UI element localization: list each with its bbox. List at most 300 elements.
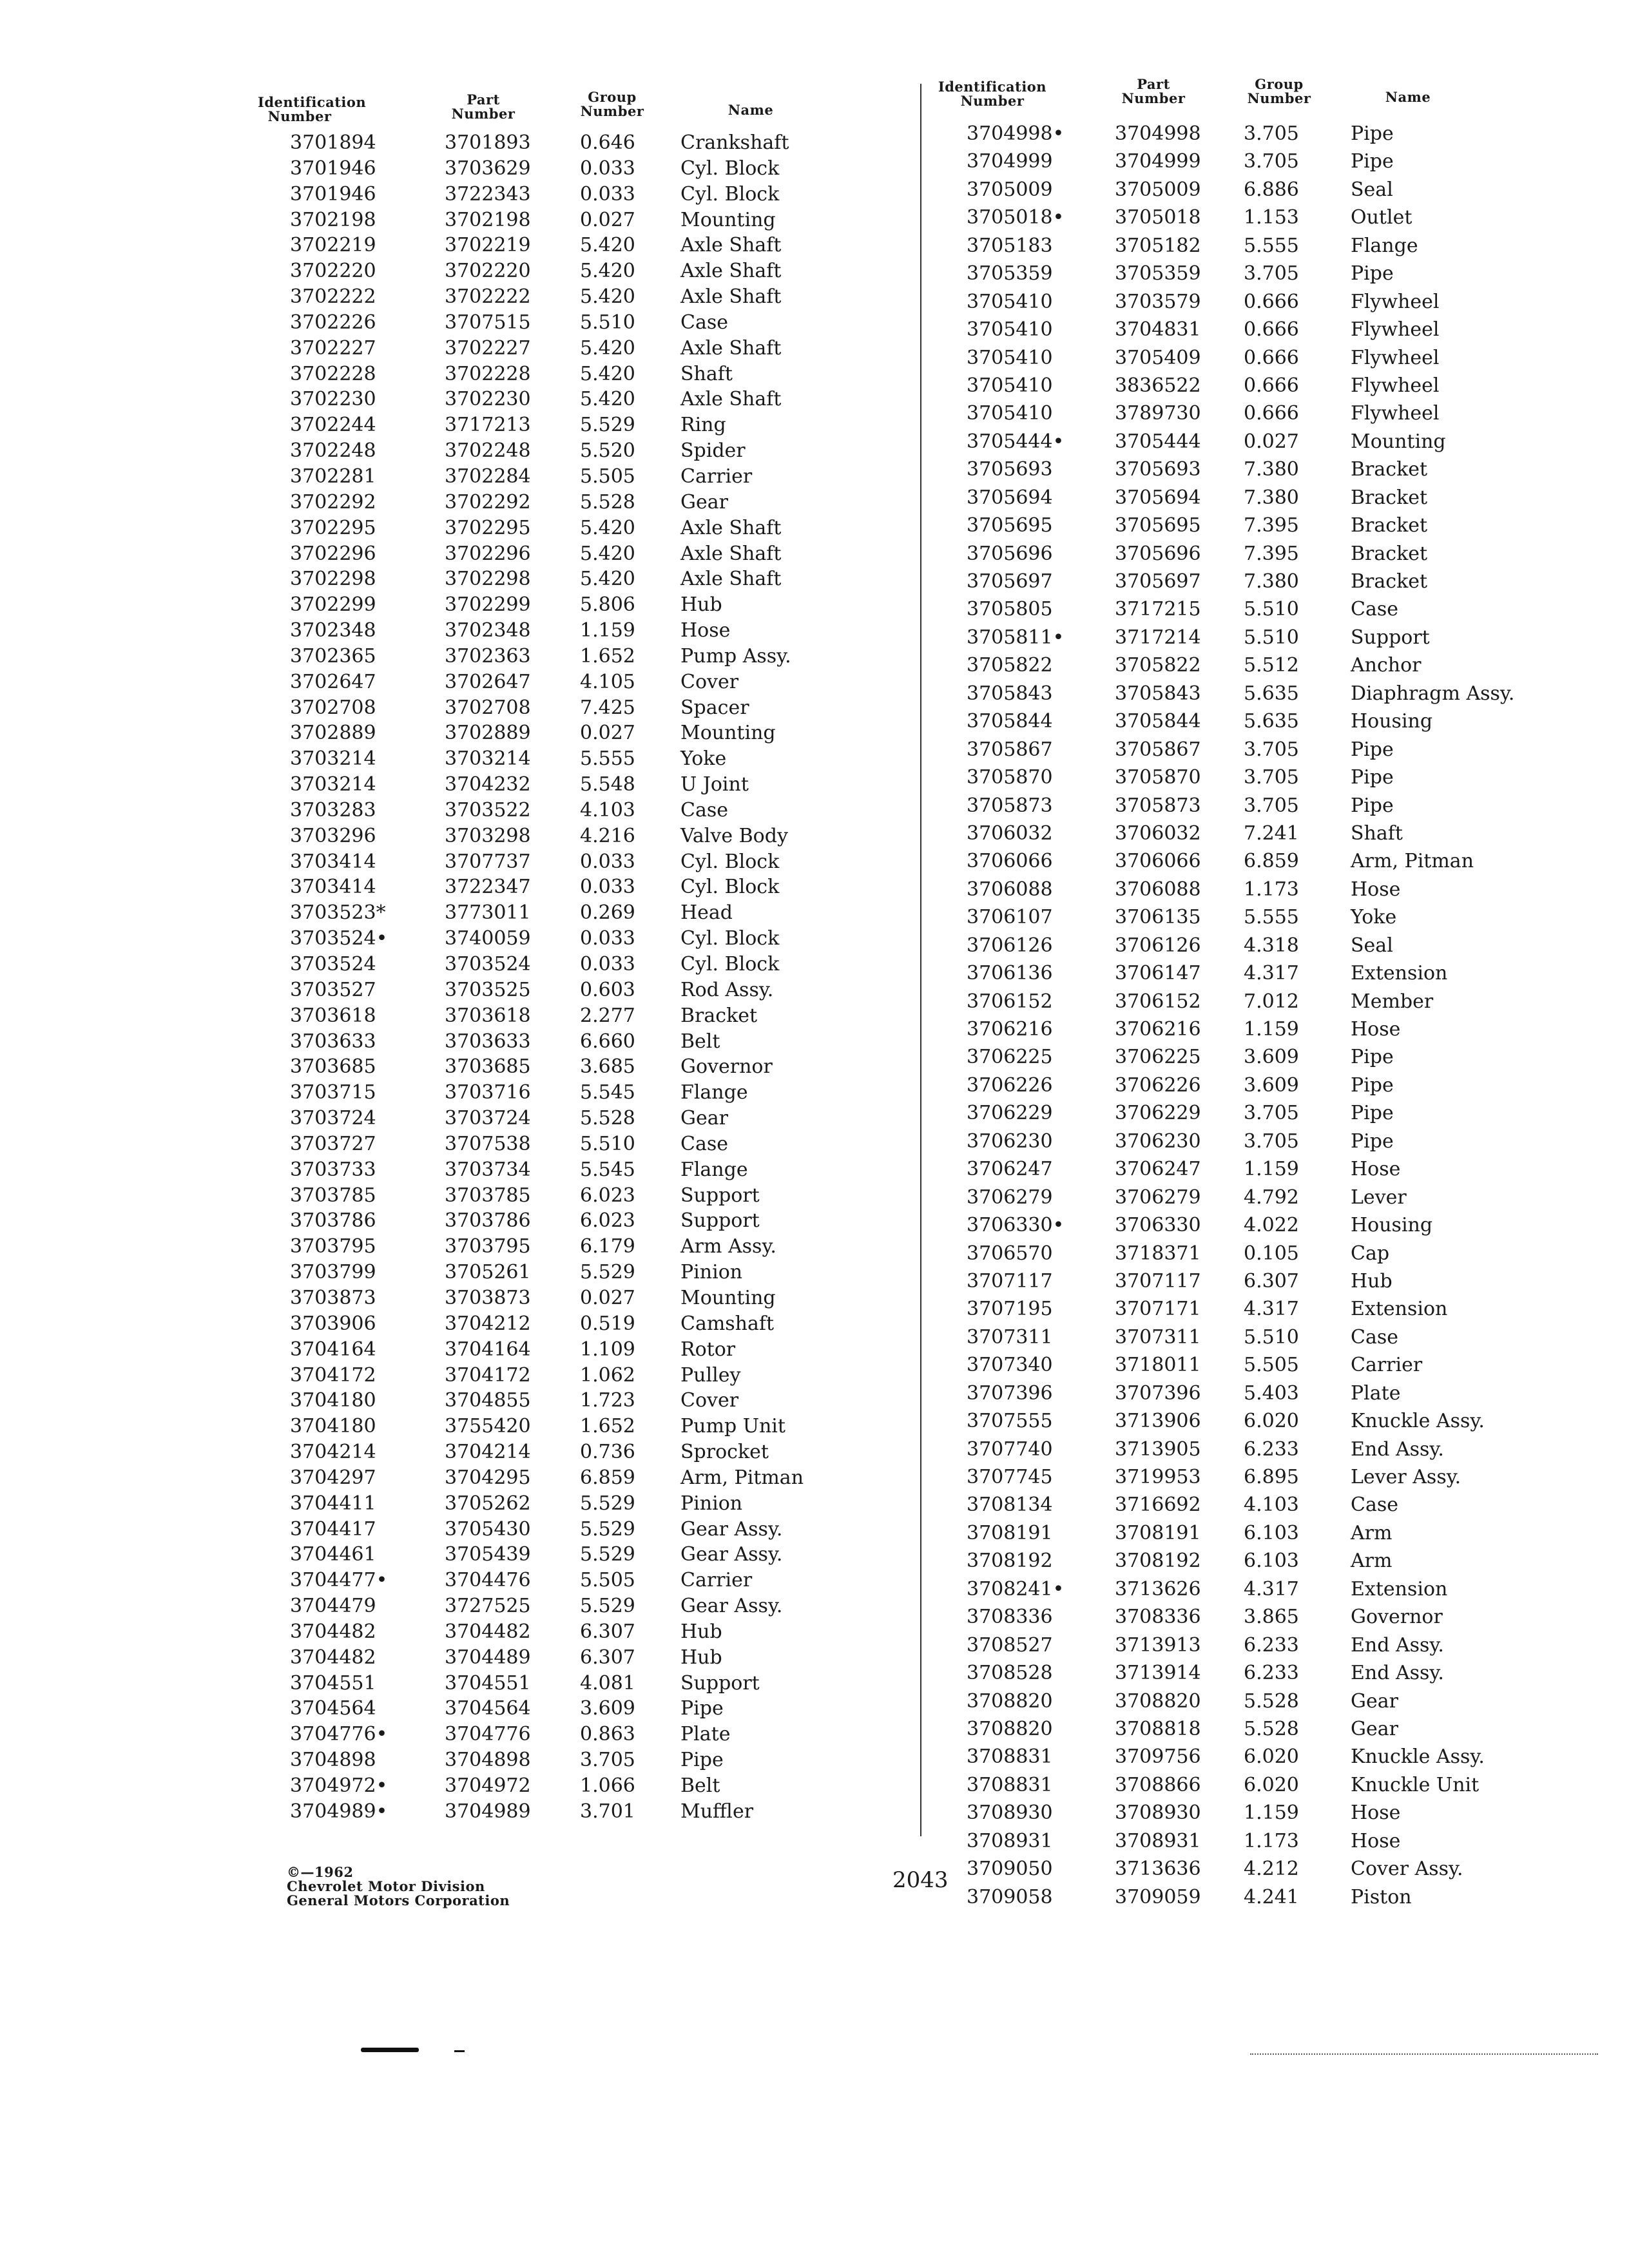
table-row <box>258 566 812 592</box>
table-row <box>258 746 812 772</box>
table-row <box>928 1800 1540 1828</box>
group-number-cell: 6.020 <box>1244 1410 1299 1433</box>
name-cell: Axle Shaft <box>680 234 782 257</box>
group-number-cell: 5.510 <box>1244 626 1299 649</box>
identification-number-cell: 3702647 <box>290 670 376 693</box>
group-number-cell: 5.529 <box>580 1595 635 1618</box>
name-cell: Axle Shaft <box>680 285 782 309</box>
table-row <box>928 1744 1540 1772</box>
group-number-cell: 1.159 <box>1244 1018 1299 1041</box>
table-row <box>258 849 812 875</box>
identification-number-cell: 3703727 <box>290 1132 376 1155</box>
division-name: Chevrolet Motor Division <box>287 1878 485 1894</box>
name-cell: Bracket <box>1351 458 1428 481</box>
table-row <box>928 989 1540 1017</box>
part-number-cell: 3706279 <box>1115 1186 1201 1209</box>
identification-number-cell: 3705873 <box>967 794 1053 817</box>
table-row <box>928 1577 1540 1604</box>
name-cell: Plate <box>680 1723 731 1746</box>
part-number-cell: 3703618 <box>445 1004 531 1027</box>
table-row <box>258 669 812 695</box>
identification-number-cell: 3702230 <box>290 388 376 411</box>
identification-number-cell: 3704898 <box>290 1749 376 1772</box>
identification-number-cell: 3703785 <box>290 1184 376 1207</box>
group-number-cell: 3.865 <box>1244 1606 1299 1629</box>
part-number-cell: 3704855 <box>445 1389 531 1412</box>
identification-number-cell: 3704482 <box>290 1646 376 1669</box>
group-number-cell: 3.705 <box>1244 738 1299 761</box>
group-number-cell: 4.103 <box>580 798 635 822</box>
table-row <box>258 1465 812 1491</box>
name-cell: Cap <box>1351 1242 1390 1265</box>
identification-number-cell: 3708930 <box>967 1802 1053 1825</box>
table-row <box>258 720 812 746</box>
table-row <box>258 1439 812 1465</box>
table-row <box>928 373 1540 401</box>
part-number-cell: 3702708 <box>445 696 531 719</box>
group-number-cell: 6.023 <box>580 1184 635 1207</box>
part-number-cell: 3706032 <box>1115 822 1201 845</box>
table-row <box>928 1325 1540 1352</box>
table-row <box>258 1491 812 1517</box>
group-number-cell: 5.420 <box>580 234 635 257</box>
identification-number-cell: 3702248 <box>290 439 376 463</box>
identification-number-cell: 3702227 <box>290 336 376 360</box>
group-number-cell: 4.318 <box>1244 934 1299 957</box>
table-row <box>928 205 1540 233</box>
identification-number-cell: 3704776• <box>290 1723 388 1746</box>
header-part-number: Part Number <box>1121 76 1186 106</box>
part-number-cell: 3707311 <box>1115 1325 1201 1349</box>
part-number-cell: 3705693 <box>1115 458 1201 481</box>
table-row <box>928 177 1540 205</box>
group-number-cell: 6.307 <box>580 1620 635 1643</box>
group-number-cell: 0.033 <box>580 850 635 873</box>
identification-number-cell: 3703873 <box>290 1286 376 1309</box>
group-number-cell: 5.555 <box>1244 234 1299 257</box>
part-number-cell: 3703795 <box>445 1235 531 1258</box>
name-cell: Sprocket <box>680 1441 769 1464</box>
name-cell: Hose <box>1351 1158 1401 1181</box>
part-number-cell: 3718371 <box>1115 1242 1201 1265</box>
group-number-cell: 5.420 <box>580 516 635 539</box>
name-cell: Pipe <box>1351 1129 1394 1153</box>
name-cell: Flange <box>680 1081 748 1104</box>
name-cell: Carrier <box>680 465 753 488</box>
table-row <box>928 1465 1540 1492</box>
identification-number-cell: 3708528 <box>967 1662 1053 1685</box>
identification-number-cell: 3705694 <box>967 486 1053 509</box>
identification-number-cell: 3705359 <box>967 262 1053 285</box>
identification-number-cell: 3702244 <box>290 414 376 437</box>
group-number-cell: 5.520 <box>580 439 635 463</box>
identification-number-cell: 3703214 <box>290 773 376 796</box>
identification-number-cell: 3704180 <box>290 1389 376 1412</box>
identification-number-cell: 3706247 <box>967 1158 1053 1181</box>
group-number-cell: 0.666 <box>1244 290 1299 313</box>
group-number-cell: 1.109 <box>580 1338 635 1361</box>
part-number-cell: 3706229 <box>1115 1102 1201 1125</box>
table-row <box>928 1213 1540 1240</box>
name-cell: Yoke <box>1351 906 1397 929</box>
table-row <box>258 258 812 284</box>
name-cell: Hub <box>680 1646 722 1669</box>
table-row <box>258 1029 812 1055</box>
part-number-cell: 3722347 <box>445 876 531 899</box>
group-number-cell: 6.179 <box>580 1235 635 1258</box>
part-number-cell: 3705696 <box>1115 542 1201 565</box>
name-cell: Diaphragm Assy. <box>1351 682 1515 705</box>
part-number-cell: 3702647 <box>445 670 531 693</box>
name-cell: Bracket <box>1351 514 1428 537</box>
table-row <box>928 1492 1540 1520</box>
name-cell: Belt <box>680 1030 720 1053</box>
group-number-cell: 3.609 <box>1244 1073 1299 1097</box>
identification-number-cell: 3706279 <box>967 1186 1053 1209</box>
identification-number-cell: 3703786 <box>290 1209 376 1233</box>
identification-number-cell: 3702198 <box>290 208 376 231</box>
name-cell: Support <box>680 1671 760 1695</box>
group-number-cell: 6.020 <box>1244 1745 1299 1769</box>
part-number-cell: 3703298 <box>445 824 531 847</box>
part-number-cell: 3704989 <box>445 1800 531 1823</box>
group-number-cell: 5.529 <box>580 414 635 437</box>
part-number-cell: 3705444 <box>1115 430 1201 453</box>
name-cell: Pipe <box>680 1697 724 1720</box>
dotted-rule <box>1250 2053 1598 2055</box>
name-cell: Extension <box>1351 1298 1448 1321</box>
identification-number-cell: 3705697 <box>967 570 1053 593</box>
part-number-cell: 3704998 <box>1115 122 1201 145</box>
part-number-cell: 3706066 <box>1115 850 1201 873</box>
group-number-cell: 7.395 <box>1244 542 1299 565</box>
group-number-cell: 1.173 <box>1244 878 1299 901</box>
table-row <box>258 798 812 823</box>
identification-number-cell: 3707745 <box>967 1466 1053 1488</box>
name-cell: Gear <box>1351 1717 1398 1740</box>
group-number-cell: 3.705 <box>1244 794 1299 817</box>
name-cell: Valve Body <box>680 824 788 847</box>
part-number-cell: 3703522 <box>445 798 531 822</box>
group-number-cell: 0.603 <box>580 978 635 1001</box>
table-row <box>928 429 1540 457</box>
part-number-cell: 3703716 <box>445 1081 531 1104</box>
identification-number-cell: 3705410 <box>967 402 1053 425</box>
part-number-cell: 3702299 <box>445 593 531 617</box>
name-cell: Hub <box>680 1620 722 1643</box>
part-number-cell: 3705262 <box>445 1492 531 1515</box>
identification-number-cell: 3704989• <box>290 1800 388 1823</box>
name-cell: Gear <box>1351 1689 1398 1713</box>
group-number-cell: 4.212 <box>1244 1858 1299 1881</box>
part-number-cell: 3705439 <box>445 1543 531 1566</box>
part-number-cell: 3719953 <box>1115 1466 1201 1488</box>
table-row <box>258 412 812 438</box>
right-table-header <box>928 71 1540 121</box>
name-cell: Pump Assy. <box>680 644 791 668</box>
name-cell: Pipe <box>680 1749 724 1772</box>
part-number-cell: 3713626 <box>1115 1577 1201 1600</box>
group-number-cell: 5.529 <box>580 1492 635 1515</box>
table-row <box>258 952 812 977</box>
identification-number-cell: 3703283 <box>290 798 376 822</box>
table-row <box>258 823 812 849</box>
name-cell: Mounting <box>680 208 776 231</box>
name-cell: Flywheel <box>1351 346 1440 369</box>
name-cell: Cyl. Block <box>680 927 780 950</box>
table-row <box>258 1414 812 1439</box>
table-row <box>258 1080 812 1106</box>
name-cell: U Joint <box>680 773 749 796</box>
table-row <box>928 1548 1540 1576</box>
group-number-cell: 6.023 <box>580 1209 635 1233</box>
part-number-cell: 3702222 <box>445 285 531 309</box>
part-number-cell: 3704295 <box>445 1466 531 1489</box>
header-identification-number: Identification Number <box>938 79 1047 109</box>
group-number-cell: 0.027 <box>580 722 635 745</box>
header-identification-number: Identification Number <box>258 94 367 124</box>
name-cell: Spider <box>680 439 746 463</box>
group-number-cell: 0.105 <box>1244 1242 1299 1265</box>
table-row <box>928 1829 1540 1856</box>
identification-number-cell: 3703618 <box>290 1004 376 1027</box>
group-number-cell: 6.233 <box>1244 1633 1299 1657</box>
name-cell: Carrier <box>1351 1354 1423 1377</box>
identification-number-cell: 3702222 <box>290 285 376 309</box>
table-row <box>928 1604 1540 1632</box>
table-row <box>928 261 1540 289</box>
group-number-cell: 5.420 <box>580 568 635 591</box>
group-number-cell: 5.529 <box>580 1543 635 1566</box>
identification-number-cell: 3707555 <box>967 1410 1053 1433</box>
table-row <box>928 485 1540 513</box>
table-row <box>258 361 812 387</box>
group-number-cell: 3.609 <box>1244 1046 1299 1069</box>
part-number-cell: 3702198 <box>445 208 531 231</box>
identification-number-cell: 3705696 <box>967 542 1053 565</box>
identification-number-cell: 3704477• <box>290 1569 388 1592</box>
identification-number-cell: 3704551 <box>290 1671 376 1695</box>
identification-number-cell: 3706032 <box>967 822 1053 845</box>
table-row <box>928 1157 1540 1184</box>
identification-number-cell: 3703524 <box>290 953 376 975</box>
group-number-cell: 5.555 <box>1244 906 1299 929</box>
table-row <box>258 387 812 412</box>
table-row <box>258 464 812 490</box>
name-cell: Gear Assy. <box>680 1595 783 1618</box>
part-number-cell: 3713914 <box>1115 1662 1201 1685</box>
table-row <box>928 933 1540 961</box>
identification-number-cell: 3706136 <box>967 962 1053 985</box>
part-number-cell: 3702296 <box>445 542 531 565</box>
name-cell: Shaft <box>1351 822 1403 845</box>
part-number-cell: 3704972 <box>445 1774 531 1797</box>
name-cell: Hub <box>1351 1269 1393 1293</box>
part-number-cell: 3717213 <box>445 414 531 437</box>
part-number-cell: 3755420 <box>445 1415 531 1438</box>
group-number-cell: 3.609 <box>580 1697 635 1720</box>
group-number-cell: 1.159 <box>580 619 635 642</box>
name-cell: Hub <box>680 593 722 617</box>
table-row <box>258 977 812 1003</box>
name-cell: Cyl. Block <box>680 876 780 899</box>
part-number-cell: 3703525 <box>445 978 531 1001</box>
table-row <box>928 121 1540 149</box>
group-number-cell: 7.425 <box>580 696 635 719</box>
table-row <box>258 130 812 156</box>
group-number-cell: 0.033 <box>580 876 635 899</box>
table-row <box>258 1311 812 1337</box>
group-number-cell: 4.103 <box>1244 1494 1299 1517</box>
corporation-name: General Motors Corporation <box>287 1892 510 1908</box>
name-cell: Pipe <box>1351 1102 1394 1125</box>
identification-number-cell: 3703724 <box>290 1107 376 1130</box>
part-number-cell: 3702227 <box>445 336 531 360</box>
part-number-cell: 3703685 <box>445 1055 531 1079</box>
identification-number-cell: 3706330• <box>967 1214 1065 1237</box>
part-number-cell: 3709059 <box>1115 1885 1201 1908</box>
part-number-cell: 3706230 <box>1115 1129 1201 1153</box>
group-number-cell: 0.646 <box>580 131 635 154</box>
identification-number-cell: 3704214 <box>290 1441 376 1464</box>
table-row <box>928 1437 1540 1465</box>
copyright-footer <box>287 1865 510 1908</box>
part-number-cell: 3704164 <box>445 1338 531 1361</box>
table-row <box>258 1260 812 1285</box>
name-cell: Pipe <box>1351 262 1394 285</box>
group-number-cell: 6.233 <box>1244 1437 1299 1461</box>
table-row <box>928 1408 1540 1436</box>
group-number-cell: 3.705 <box>1244 1129 1299 1153</box>
part-number-cell: 3702363 <box>445 644 531 668</box>
part-number-cell: 3705697 <box>1115 570 1201 593</box>
table-row <box>258 1157 812 1183</box>
name-cell: Axle Shaft <box>680 260 782 283</box>
part-number-cell: 3706330 <box>1115 1214 1201 1237</box>
group-number-cell: 4.317 <box>1244 1298 1299 1321</box>
identification-number-cell: 3704482 <box>290 1620 376 1643</box>
table-row <box>258 438 812 464</box>
table-row <box>928 289 1540 317</box>
header-group-number: Group Number <box>580 89 644 119</box>
name-cell: Flywheel <box>1351 290 1440 313</box>
identification-number-cell: 3705867 <box>967 738 1053 761</box>
identification-number-cell: 3702298 <box>290 568 376 591</box>
table-row <box>928 1241 1540 1269</box>
group-number-cell: 6.103 <box>1244 1550 1299 1573</box>
identification-number-cell: 3705693 <box>967 458 1053 481</box>
table-row <box>258 695 812 721</box>
name-cell: End Assy. <box>1351 1633 1444 1657</box>
part-number-cell: 3713913 <box>1115 1633 1201 1657</box>
name-cell: Gear Assy. <box>680 1543 783 1566</box>
name-cell: Muffler <box>680 1800 754 1823</box>
group-number-cell: 7.380 <box>1244 570 1299 593</box>
ink-mark <box>454 2050 465 2052</box>
name-cell: Pulley <box>680 1363 741 1387</box>
group-number-cell: 4.022 <box>1244 1214 1299 1237</box>
table-row <box>928 1660 1540 1688</box>
group-number-cell: 6.307 <box>580 1646 635 1669</box>
group-number-cell: 4.241 <box>1244 1885 1299 1908</box>
name-cell: Flange <box>680 1158 748 1181</box>
identification-number-cell: 3703414 <box>290 876 376 899</box>
identification-number-cell: 3706107 <box>967 906 1053 929</box>
part-number-cell: 3706088 <box>1115 878 1201 901</box>
table-row <box>258 1337 812 1363</box>
part-number-cell: 3706226 <box>1115 1073 1201 1097</box>
part-number-cell: 3705873 <box>1115 794 1201 817</box>
name-cell: Seal <box>1351 178 1393 201</box>
group-number-cell: 5.420 <box>580 362 635 385</box>
table-row <box>928 597 1540 624</box>
name-cell: Plate <box>1351 1381 1401 1405</box>
name-cell: Pipe <box>1351 794 1394 817</box>
group-number-cell: 5.505 <box>580 1569 635 1592</box>
part-number-cell: 3706225 <box>1115 1046 1201 1069</box>
part-number-cell: 3705009 <box>1115 178 1201 201</box>
name-cell: Support <box>1351 626 1430 649</box>
table-row <box>258 1542 812 1568</box>
group-number-cell: 5.528 <box>1244 1689 1299 1713</box>
part-number-cell: 3708931 <box>1115 1829 1201 1852</box>
name-cell: Hose <box>680 619 731 642</box>
identification-number-cell: 3708931 <box>967 1829 1053 1852</box>
identification-number-cell: 3703633 <box>290 1030 376 1053</box>
name-cell: Support <box>680 1209 760 1233</box>
table-row <box>258 772 812 798</box>
group-number-cell: 3.701 <box>580 1800 635 1823</box>
group-number-cell: 6.859 <box>1244 850 1299 873</box>
name-cell: Cyl. Block <box>680 157 780 180</box>
group-number-cell: 5.510 <box>1244 598 1299 621</box>
name-cell: Pipe <box>1351 738 1394 761</box>
table-row <box>928 961 1540 988</box>
part-number-cell: 3702889 <box>445 722 531 745</box>
group-number-cell: 6.020 <box>1244 1773 1299 1796</box>
identification-number-cell: 3704417 <box>290 1517 376 1541</box>
part-number-cell: 3704214 <box>445 1441 531 1464</box>
part-number-cell: 3703724 <box>445 1107 531 1130</box>
part-number-cell: 3703214 <box>445 747 531 771</box>
identification-number-cell: 3703685 <box>290 1055 376 1079</box>
table-row <box>258 618 812 644</box>
part-number-cell: 3703524 <box>445 953 531 975</box>
identification-number-cell: 3705410 <box>967 346 1053 369</box>
name-cell: Axle Shaft <box>680 336 782 360</box>
group-number-cell: 5.420 <box>580 542 635 565</box>
part-number-cell: 3707117 <box>1115 1269 1201 1293</box>
identification-number-cell: 3705009 <box>967 178 1053 201</box>
identification-number-cell: 3703524• <box>290 927 388 950</box>
part-number-cell: 3705694 <box>1115 486 1201 509</box>
part-number-cell: 3701893 <box>445 131 531 154</box>
name-cell: Bracket <box>1351 542 1428 565</box>
table-row <box>258 1722 812 1747</box>
table-row <box>928 1521 1540 1548</box>
table-row <box>928 793 1540 821</box>
table-row <box>258 336 812 361</box>
group-number-cell: 0.027 <box>580 208 635 231</box>
name-cell: Flange <box>1351 234 1418 257</box>
table-row <box>258 1131 812 1157</box>
table-row <box>258 1568 812 1593</box>
identification-number-cell: 3703214 <box>290 747 376 771</box>
group-number-cell: 0.736 <box>580 1441 635 1464</box>
identification-number-cell: 3703795 <box>290 1235 376 1258</box>
name-cell: Extension <box>1351 1577 1448 1600</box>
group-number-cell: 6.886 <box>1244 178 1299 201</box>
